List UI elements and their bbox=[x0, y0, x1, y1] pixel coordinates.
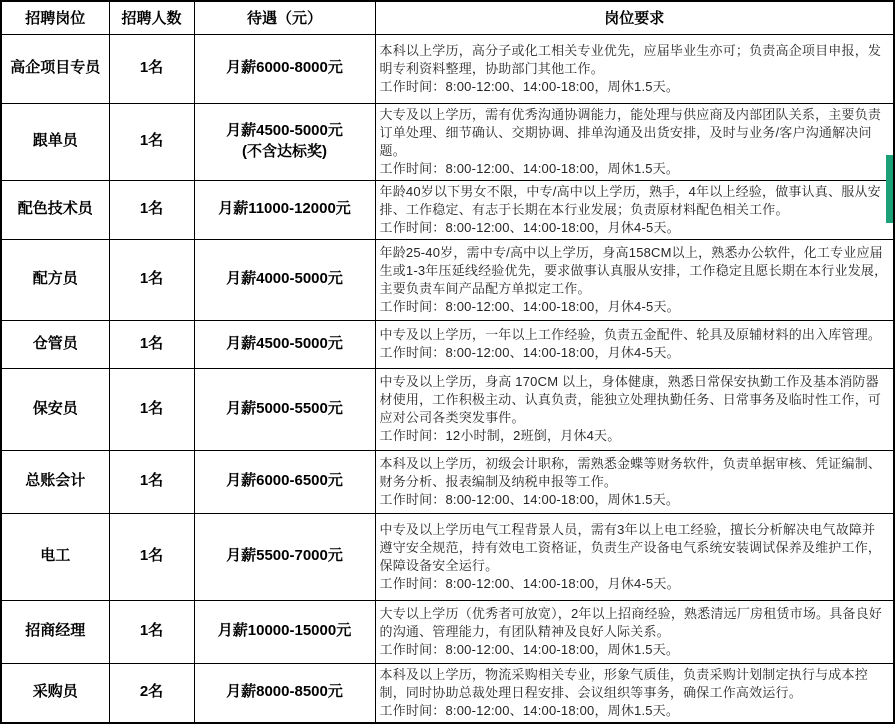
salary-cell bbox=[194, 513, 375, 600]
schedule-text: 工作时间：8:00-12:00、14:00-18:00，周休1.5天。 bbox=[379, 160, 680, 176]
requirement-text: 年龄25-40岁，需中专/高中以上学历，身高158CM以上，熟悉办公软件，化工专业应届生或1-3年压延线经验优先，要求做事认真服从安排，工作稳定且愿长期在本行业发展，主要负责车间产品配方单拟定工作。 bbox=[379, 244, 888, 296]
headcount-cell: 1名 bbox=[109, 239, 194, 320]
salary-amount: 月薪8000-8500元 bbox=[226, 683, 343, 701]
requirements-cell bbox=[375, 368, 894, 450]
position-cell: 电工 bbox=[1, 513, 109, 600]
salary-cell bbox=[194, 103, 375, 180]
headcount-cell: 1名 bbox=[109, 34, 194, 103]
salary-cell bbox=[194, 450, 375, 513]
table-row bbox=[1, 34, 894, 103]
salary-cell bbox=[194, 600, 375, 663]
salary-cell bbox=[194, 663, 375, 723]
position-cell: 跟单员 bbox=[1, 103, 109, 180]
header-row bbox=[1, 1, 894, 34]
position-cell: 总账会计 bbox=[1, 450, 109, 513]
schedule-text: 工作时间：8:00-12:00、14:00-18:00，月休4-5天。 bbox=[379, 345, 680, 360]
schedule-text: 工作时间：8:00-12:00、14:00-18:00，周休1.5天。 bbox=[379, 78, 680, 94]
schedule-text: 工作时间：8:00-12:00、14:00-18:00，月休4-5天。 bbox=[379, 298, 680, 314]
salary-amount: 月薪6000-6500元 bbox=[226, 472, 343, 490]
salary-cell bbox=[194, 34, 375, 103]
header-headcount: 招聘人数 bbox=[109, 1, 194, 34]
table-row bbox=[1, 180, 894, 239]
header-position: 招聘岗位 bbox=[1, 1, 109, 34]
salary-cell bbox=[194, 239, 375, 320]
requirement-text: 中专及以上学历，身高 170CM 以上，身体健康，熟悉日常保安执勤工作及基本消防器材使用，工作积极主动、认真负责，能独立处理执勤任务、日常事务及临时性工作，可应对公司各类突发事件。 bbox=[379, 374, 882, 425]
table-row bbox=[1, 368, 894, 450]
schedule-text: 工作时间：8:00-12:00、14:00-18:00，月休4-5天。 bbox=[379, 575, 680, 591]
schedule-text: 工作时间：8:00-12:00、14:00-18:00，周休1.5天。 bbox=[379, 702, 680, 718]
headcount-cell: 1名 bbox=[109, 368, 194, 450]
salary-amount: 月薪11000-12000元 bbox=[218, 200, 351, 218]
salary-amount: 月薪5000-5500元 bbox=[226, 399, 343, 417]
headcount-cell: 2名 bbox=[109, 663, 194, 723]
table-row bbox=[1, 600, 894, 663]
requirements-cell bbox=[375, 103, 894, 180]
position-cell: 配色技术员 bbox=[1, 180, 109, 239]
requirement-text: 本科以上学历，高分子或化工相关专业优先，应届毕业生亦可；负责高企项目申报，发明专利资料整理，协助部门其他工作。 bbox=[379, 42, 882, 76]
header-salary: 待遇（元） bbox=[194, 1, 375, 34]
requirement-text: 本科及以上学历，物流采购相关专业，形象气质佳，负责采购计划制定执行与成本控制，同时协助总裁处理日程安排、会议组织等事务，确保工作高效运行。 bbox=[379, 666, 868, 700]
salary-amount: 月薪5500-7000元 bbox=[226, 547, 343, 565]
requirements-cell bbox=[375, 34, 894, 103]
schedule-text: 工作时间：8:00-12:00、14:00-18:00，月休4-5天。 bbox=[379, 219, 680, 235]
requirement-text: 本科及以上学历，初级会计职称，需熟悉金蝶等财务软件，负责单据审核、凭证编制、财务分析、报表编制及纳税申报等工作。 bbox=[379, 455, 882, 489]
salary-amount: 月薪4500-5000元 bbox=[226, 334, 343, 352]
schedule-text: 工作时间：12小时制，2班倒，月休4天。 bbox=[379, 428, 621, 443]
headcount-cell: 1名 bbox=[109, 103, 194, 180]
requirement-text: 大专以上学历（优秀者可放宽），2年以上招商经验，熟悉清远厂房租赁市场。具备良好的沟通、管理能力，有团队精神及良好人际关系。 bbox=[379, 605, 883, 639]
salary-note: (不含达标奖) bbox=[242, 142, 327, 160]
headcount-cell: 1名 bbox=[109, 450, 194, 513]
salary-amount: 月薪4000-5000元 bbox=[226, 270, 343, 288]
position-cell: 保安员 bbox=[1, 368, 109, 450]
headcount-cell: 1名 bbox=[109, 320, 194, 368]
table-row bbox=[1, 239, 894, 320]
requirements-cell bbox=[375, 513, 894, 600]
schedule-text: 工作时间：8:00-12:00、14:00-18:00，周休1.5天。 bbox=[379, 491, 680, 507]
requirement-text: 中专及以上学历，一年以上工作经验，负责五金配件、轮具及原辅材料的出入库管理。 bbox=[379, 327, 882, 342]
requirements-cell bbox=[375, 180, 894, 239]
position-cell: 配方员 bbox=[1, 239, 109, 320]
requirement-text: 中专及以上学历电气工程背景人员，需有3年以上电工经验，擅长分析解决电气故障并遵守安全规范，持有效电工资格证，负责生产设备电气系统安装调试保养及维护工作，保障设备安全运行。 bbox=[379, 521, 882, 573]
table-row bbox=[1, 103, 894, 180]
requirements-cell bbox=[375, 239, 894, 320]
selection-highlight-bar bbox=[886, 155, 893, 223]
requirements-cell bbox=[375, 320, 894, 368]
requirements-cell bbox=[375, 600, 894, 663]
table-row bbox=[1, 663, 894, 723]
requirement-text: 年龄40岁以下男女不限，中专/高中以上学历，熟手，4年以上经验，做事认真、服从安排、工作稳定、有志于长期在本行业发展；负责原材料配色相关工作。 bbox=[379, 183, 881, 217]
salary-cell bbox=[194, 368, 375, 450]
schedule-text: 工作时间：8:00-12:00、14:00-18:00，周休1.5天。 bbox=[379, 641, 680, 657]
headcount-cell: 1名 bbox=[109, 600, 194, 663]
requirements-cell bbox=[375, 663, 894, 723]
position-cell: 招商经理 bbox=[1, 600, 109, 663]
salary-amount: 月薪4500-5000元 bbox=[226, 122, 343, 140]
salary-amount: 月薪6000-8000元 bbox=[226, 59, 343, 77]
table-row bbox=[1, 450, 894, 513]
position-cell: 仓管员 bbox=[1, 320, 109, 368]
headcount-cell: 1名 bbox=[109, 180, 194, 239]
salary-cell bbox=[194, 320, 375, 368]
header-requirements: 岗位要求 bbox=[375, 1, 894, 34]
table-row bbox=[1, 513, 894, 600]
requirements-cell bbox=[375, 450, 894, 513]
requirement-text: 大专及以上学历，需有优秀沟通协调能力，能处理与供应商及内部团队关系，主要负责订单处理、细节确认、交期协调、排单沟通及出货安排，及时与业务/客户沟通解决问题。 bbox=[379, 106, 882, 158]
headcount-cell: 1名 bbox=[109, 513, 194, 600]
salary-amount: 月薪10000-15000元 bbox=[217, 622, 352, 640]
salary-cell bbox=[194, 180, 375, 239]
position-cell: 采购员 bbox=[1, 663, 109, 723]
table-row bbox=[1, 320, 894, 368]
position-cell: 高企项目专员 bbox=[1, 34, 109, 103]
